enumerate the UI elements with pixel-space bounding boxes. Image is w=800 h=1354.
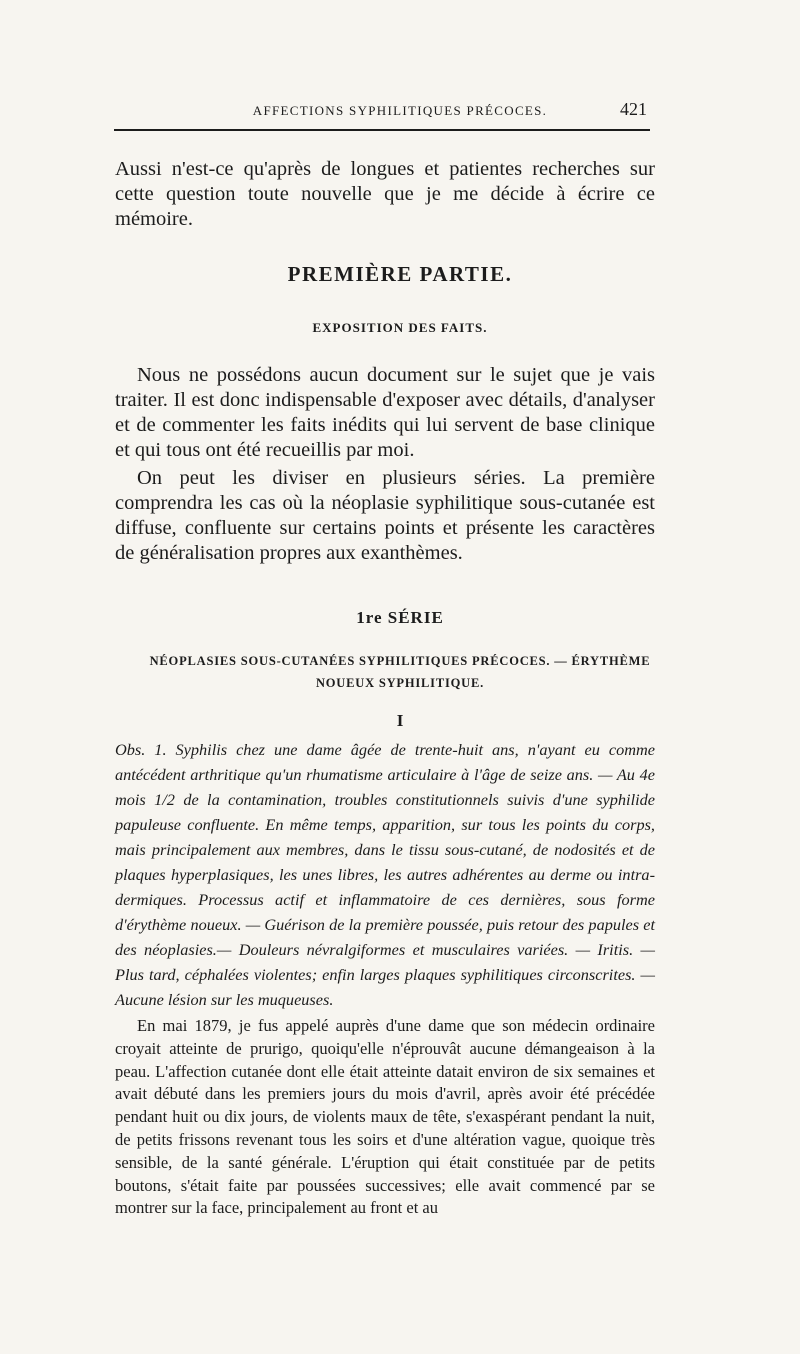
observation-summary: Obs. 1. Syphilis chez une dame âgée de trente-huit ans, n'ayant eu comme antécédent arthritique qu'un rhumatisme articulaire à l'âge de seize ans. — Au 4e mois 1/2 de la contamination, troubles constitutionnels suivis d'une syphilide papuleuse confluente. En même temps, apparition, sur tous les points du corps, mais principalement aux membres, dans le tissu sous-cutané, de nodosités et de plaques hyperplasiques, les unes libres, les autres adhérentes au derme ou intra-dermiques. Processus actif et inflammatoire de ces dernières, sous forme d'érythème noueux. — Guérison de la première poussée, puis retour des papules et des néoplasies.— Douleurs névralgiformes et musculaires variées. — Iritis. — Plus tard, céphalées violentes; enfin larges plaques syphilitiques circonscrites. — Aucune lésion sur les muqueuses. — [115, 740, 655, 1009]
page-number: 421 — [620, 99, 647, 119]
series-heading: 1re SÉRIE — [356, 608, 444, 627]
paragraph-documents: Nous ne possédons aucun document sur le sujet que je vais traiter. Il est donc indispensable d'exposer avec détails, d'analyser et de commenter les faits inédits qui lui servent de base clinique et qui tous ont été recueillis par moi. — [115, 364, 655, 461]
paragraph-series: On peut les diviser en plusieurs séries. La première comprendra les cas où la néoplasie syphilitique sous-cutanée est diffuse, confluente sur certains points et présente les caractères de généralisation propres aux exanthèmes. — [115, 467, 655, 564]
roman-heading: I — [396, 711, 404, 730]
section-title: EXPOSITION DES FAITS. — [312, 320, 488, 335]
running-header: AFFECTIONS SYPHILITIQUES PRÉCOCES. — [252, 103, 548, 118]
intro-paragraph: Aussi n'est-ce qu'après de longues et patientes recherches sur cette question toute nouvelle que je me décide à écrire ce mémoire. — [115, 158, 655, 230]
header-rule — [114, 129, 650, 131]
part-title: PREMIÈRE PARTIE. — [287, 262, 513, 286]
case-paragraph: En mai 1879, je fus appelé auprès d'une dame que son médecin ordinaire croyait atteinte de prurigo, quoiqu'elle n'éprouvât aucune démangeaison à la peau. L'affection cutanée dont elle était atteinte datait environ de six semaines et avait débuté dans les premiers jours du mois d'avril, après avoir été précédée pendant huit ou dix jours, de violents maux de tête, s'exaspérant pendant la nuit, de petits frissons revenant tous les soirs et d'une altération vague, quoique très sensible, de la santé générale. L'éruption qui était constituée par de petits boutons, s'était faite par poussées successives; elle avait commencé par se montrer sur la face, principalement au front et au — [115, 1016, 655, 1218]
series-title: NÉOPLASIES SOUS-CUTANÉES SYPHILITIQUES PRÉCOCES. — ÉRYTHÈME NOUEUX SYPHILITIQUE. — [149, 654, 651, 690]
